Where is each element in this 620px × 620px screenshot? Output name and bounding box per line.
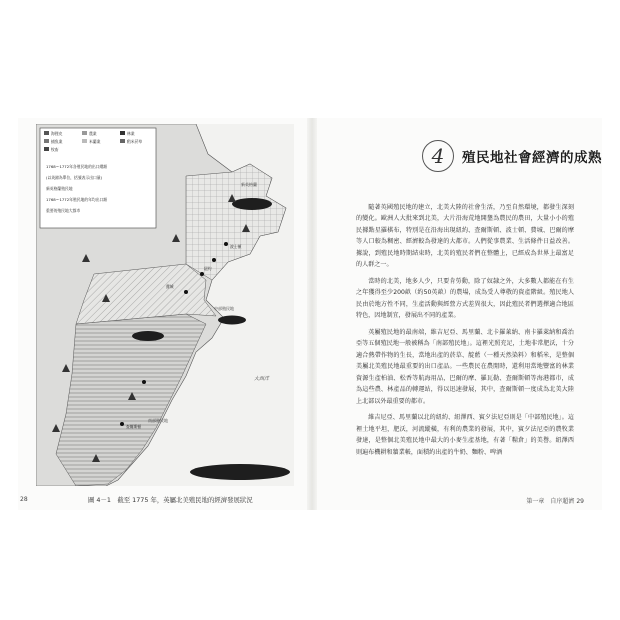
map-caption: 圖 4－1 截至 1775 年，英屬北美殖民地的經濟發展狀況 [88,496,253,504]
legend-item-label: 海狸皮 [51,131,63,136]
legend-item-label: 牧畜 [51,147,59,152]
cow-icon [44,147,49,151]
book-spread [18,118,602,510]
export-disc-middle-2 [132,331,164,341]
beaver-icon [44,131,49,135]
label-middle-colonies: 中部殖民地 [214,306,234,311]
paragraph: 維吉尼亞、馬里蘭以北的紐約、紐澤西、賓夕法尼亞則是「中部殖民地」。這裡土地平坦，肥沃，河流縱橫，有利的農業的發展，其中，賓夕法尼亞的農牧業發達，是整個北美殖民地中最大的小麥生產基地，有著「糧倉」的美譽。紐澤西則遍布機耕和牆業帳，面積約出產的牛奶、麵粉、啤酒 [356,414,574,456]
paragraph: 當時的北美，地多人少，只要肯勞動，除了奴隸之外，大多數人都能在有生之年獲得至少200畝（約50英畝）的農場，成為受人尊敬的資產階級。殖民地人民由於地方性不同，生產活動與經營方式差異很大，因此殖民者們選擇適合地區特色，因地制宜，發展出不同的產業。 [356,277,574,320]
label-charleston: 查爾斯頓 [126,424,142,429]
label-southern-colonies: 南部殖民地 [148,418,168,423]
legend-item-label: 稻米菸草 [127,139,143,144]
right-page [316,118,602,510]
label-atlantic: 大西洋 [254,376,270,382]
legend-item-label: 農業 [89,131,97,136]
label-boston: 波士頓 [230,244,242,249]
left-page [18,118,308,510]
colonial-economy-map [36,124,294,486]
label-philadelphia: 費城 [166,284,174,289]
page-number-right: 29 [576,498,584,505]
legend-item-label: 林業 [127,131,135,136]
page-number-left: 28 [20,496,28,503]
legend-note: (以英鎊為單位，括號表示出口量) [46,175,103,180]
legend-note: 重要的殖民地大都市 [46,208,81,213]
legend-note: 新英格蘭殖民地 [46,186,73,191]
plant-icon [82,139,87,143]
fish-icon [44,139,49,143]
label-new-york: 紐約 [204,266,212,271]
running-head-text: 第一章 自序超濟 [526,498,575,505]
body-text [356,202,574,464]
legend-item-label: 米蘭業 [89,139,101,144]
paragraph: 隨著英國殖民地的建立，北美大陸的社會生活，乃至自然環境，都發生深刻的變化。歐洲人大批來到北美，大片沿海荒地開墾為農民的農田，大量小小的殖民據點星羅棋布，特別是在沿海出現紐約、查爾斯頓、波士頓、費城、巴爾的摩等人口較為稠密、經濟較為發達的大都市。人們從事農業、生活條件日益改善。據說，到殖民地時期結束時，北美的殖民者們在整體上，已經成為世界上最富足的人群之一。 [356,204,574,269]
section-number: 4 [422,140,454,172]
export-disc-new-england [232,198,272,210]
legend-note: 1768～1772年各殖民地的出口總額 [46,164,108,169]
export-disc-south [190,464,290,480]
legend-note: 1768～1772年殖民地的年均出口額 [46,197,108,202]
running-head [526,496,584,505]
label-new-england: 新英格蘭 [241,182,257,187]
grain-icon [82,131,87,135]
paragraph: 英屬殖民地的最南端，維吉尼亞、馬里蘭、北卡羅萊納、南卡羅萊納和喬治亞等五個殖民地一般被稱為「南部殖民地」。這裡光照充足，土地非常肥沃，十分適合熱帶作物的生長，當地出產的菸草、靛藍（一種天然染料）和稻米，是整個美屬北美殖民地最重要的出口產品。一些農民在農閒時，還利用當地豐富的林業資源生產柏油、松香等航海用品，巴爾的摩、羅瓦勒、查爾斯頓等海港都市，成為這些農、林產品的轉運站，得以迅速發展，其中，查爾斯頓一度成為北美大陸上北部以外最重要的都市。 [356,329,574,405]
crop-icon [120,139,125,143]
section-title: 殖民地社會經濟的成熟 [462,150,602,166]
export-disc-middle [218,316,246,325]
section-heading [422,138,602,174]
legend-item-label: 捕魚業 [51,139,63,144]
tree-icon [120,131,125,135]
